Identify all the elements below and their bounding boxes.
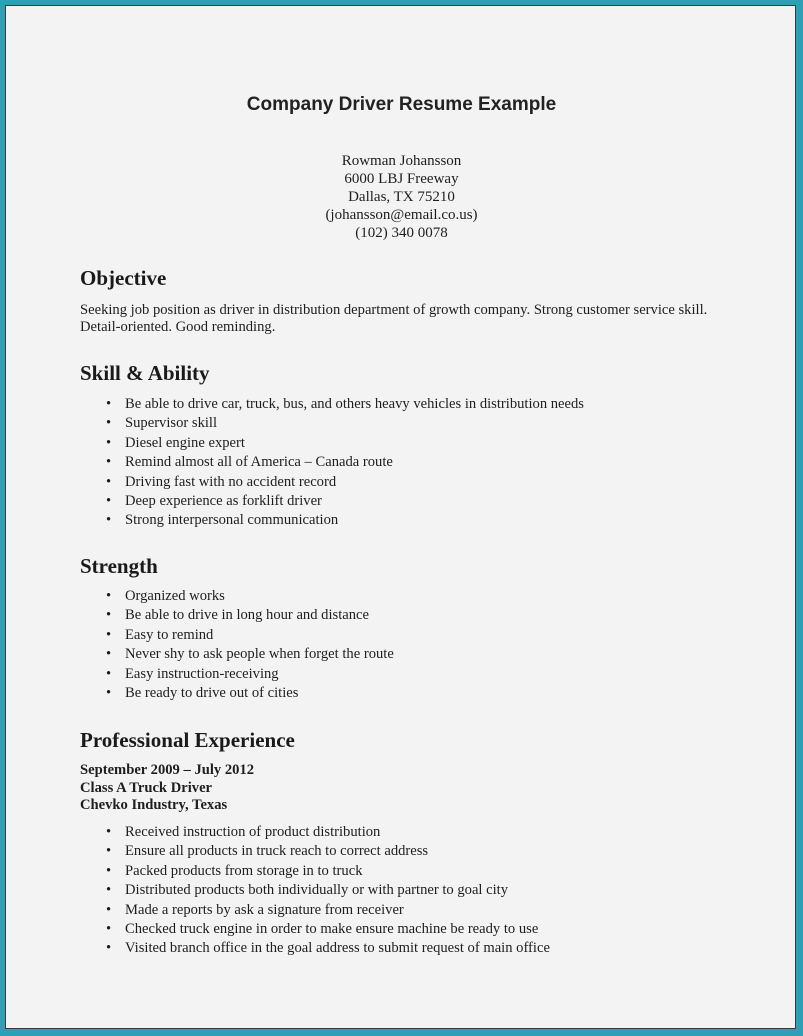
skills-heading: Skill & Ability xyxy=(80,361,210,385)
list-item: • Driving fast with no accident record xyxy=(0,473,584,492)
list-item: • Easy instruction-receiving xyxy=(0,665,394,684)
list-item: • Remind almost all of America – Canada route xyxy=(0,453,584,472)
list-item: • Be able to drive car, truck, bus, and others heavy vehicles in distribution needs xyxy=(0,395,584,414)
experience-position: Class A Truck Driver xyxy=(80,779,213,796)
list-item: • Never shy to ask people when forget the route xyxy=(0,645,394,664)
list-item: • Be able to drive in long hour and distance xyxy=(0,606,394,625)
contact-phone: (102) 340 0078 xyxy=(355,225,448,241)
experience-company: Chevko Industry, Texas xyxy=(80,797,228,813)
skills-list xyxy=(0,395,584,531)
list-item: • Visited branch office in the goal address to submit request of main office xyxy=(0,939,550,958)
experience-list xyxy=(0,823,550,959)
experience-period: September 2009 – July 2012 xyxy=(80,762,255,778)
list-item: • Be ready to drive out of cities xyxy=(0,684,394,703)
contact-address-line2: Dallas, TX 75210 xyxy=(348,189,455,205)
list-item: • Ensure all products in truck reach to correct address xyxy=(0,842,550,861)
list-item: • Deep experience as forklift driver xyxy=(0,492,584,511)
contact-email: (johansson@email.co.us) xyxy=(325,207,478,223)
objective-text: Seeking job position as driver in distribution department of growth company. Strong customer service skill. Detail-oriented. Good reminding. xyxy=(80,302,708,335)
experience-heading: Professional Experience xyxy=(80,728,295,752)
contact-address-line1: 6000 LBJ Freeway xyxy=(344,171,459,187)
list-item: • Received instruction of product distribution xyxy=(0,823,550,842)
strength-list xyxy=(0,587,394,703)
list-item: • Organized works xyxy=(0,587,394,606)
contact-name: Rowman Johansson xyxy=(341,153,462,169)
list-item: • Strong interpersonal communication xyxy=(0,511,584,530)
experience-job-block xyxy=(80,762,254,815)
list-item: • Made a reports by ask a signature from receiver xyxy=(0,901,550,920)
list-item: • Easy to remind xyxy=(0,626,394,645)
objective-heading: Objective xyxy=(80,266,167,290)
list-item: • Distributed products both individually or with partner to goal city xyxy=(0,881,550,900)
list-item: • Checked truck engine in order to make ensure machine be ready to use xyxy=(0,920,550,939)
list-item: • Supervisor skill xyxy=(0,414,584,433)
list-item: • Packed products from storage in to truck xyxy=(0,862,550,881)
list-item: • Diesel engine expert xyxy=(0,434,584,453)
contact-block xyxy=(0,152,803,242)
strength-heading: Strength xyxy=(80,554,158,578)
document-title: Company Driver Resume Example xyxy=(246,94,557,115)
